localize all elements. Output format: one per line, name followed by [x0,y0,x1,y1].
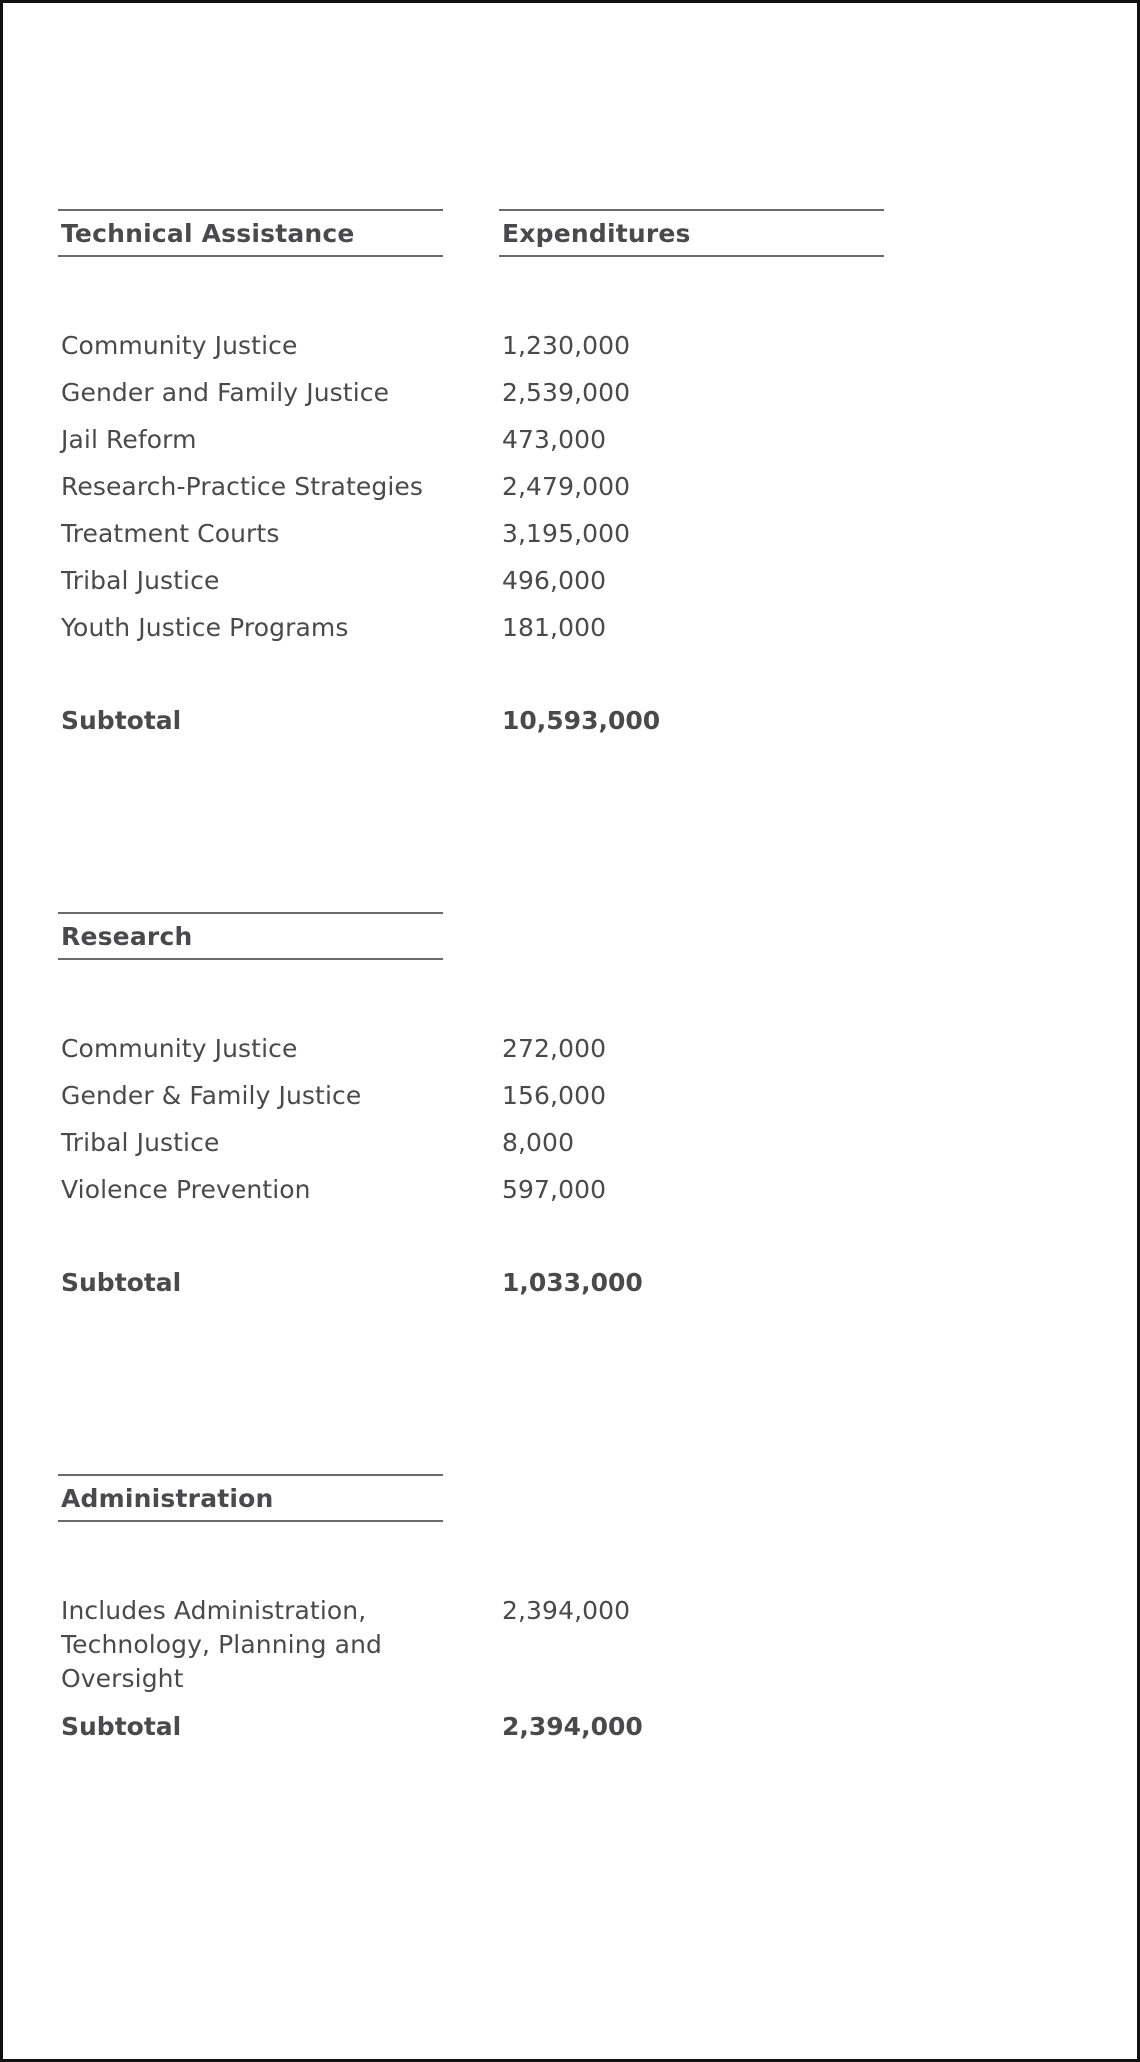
row-value: 597,000 [502,1175,607,1204]
row-value: 496,000 [502,566,607,595]
table-row [58,423,888,470]
section-header-row [58,912,888,964]
line-items [58,329,888,658]
line-items [58,1594,888,1696]
line-items [58,1032,888,1220]
row-value: 8,000 [502,1128,575,1157]
subtotal-value: 1,033,000 [502,1268,643,1297]
row-label: Violence Prevention [61,1175,311,1204]
row-label: Tribal Justice [61,1128,220,1157]
row-label: Gender & Family Justice [61,1081,362,1110]
section-heading: Research [58,912,443,960]
section-heading: Administration [58,1474,443,1522]
table-row [58,564,888,611]
row-value: 2,394,000 [502,1596,631,1625]
row-value: 1,230,000 [502,331,631,360]
subtotal-label: Subtotal [61,1268,182,1297]
table-row [58,517,888,564]
row-label: Includes Administration, Technology, Planning and Oversight [61,1596,383,1693]
row-value: 473,000 [502,425,607,454]
table-row [58,376,888,423]
section-header-row [58,209,888,261]
subtotal-row [58,1710,888,1744]
section-header-row [58,1474,888,1526]
row-label: Tribal Justice [61,566,220,595]
row-label: Jail Reform [61,425,197,454]
row-label: Community Justice [61,331,298,360]
expenditures-column-heading: Expenditures [499,209,884,257]
row-label: Treatment Courts [61,519,280,548]
row-value: 181,000 [502,613,607,642]
row-label: Research-Practice Strategies [61,472,423,501]
table-row [58,470,888,517]
row-label: Youth Justice Programs [61,613,349,642]
table-row [58,611,888,658]
row-value: 272,000 [502,1034,607,1063]
table-row [58,329,888,376]
subtotal-label: Subtotal [61,1712,182,1741]
research-section [58,912,888,1300]
table-row [58,1173,888,1220]
table-row [58,1126,888,1173]
subtotal-value: 2,394,000 [502,1712,643,1741]
row-value: 156,000 [502,1081,607,1110]
subtotal-label: Subtotal [61,706,182,735]
subtotal-value: 10,593,000 [502,706,661,735]
table-row [58,1032,888,1079]
row-label: Community Justice [61,1034,298,1063]
technical-assistance-section [58,209,888,738]
row-value: 2,539,000 [502,378,631,407]
table-row [58,1079,888,1126]
administration-section [58,1474,888,1744]
row-value: 3,195,000 [502,519,631,548]
table-row [58,1594,888,1696]
subtotal-row [58,1266,888,1300]
section-heading: Technical Assistance [58,209,443,257]
subtotal-row [58,704,888,738]
row-value: 2,479,000 [502,472,631,501]
row-label: Gender and Family Justice [61,378,390,407]
